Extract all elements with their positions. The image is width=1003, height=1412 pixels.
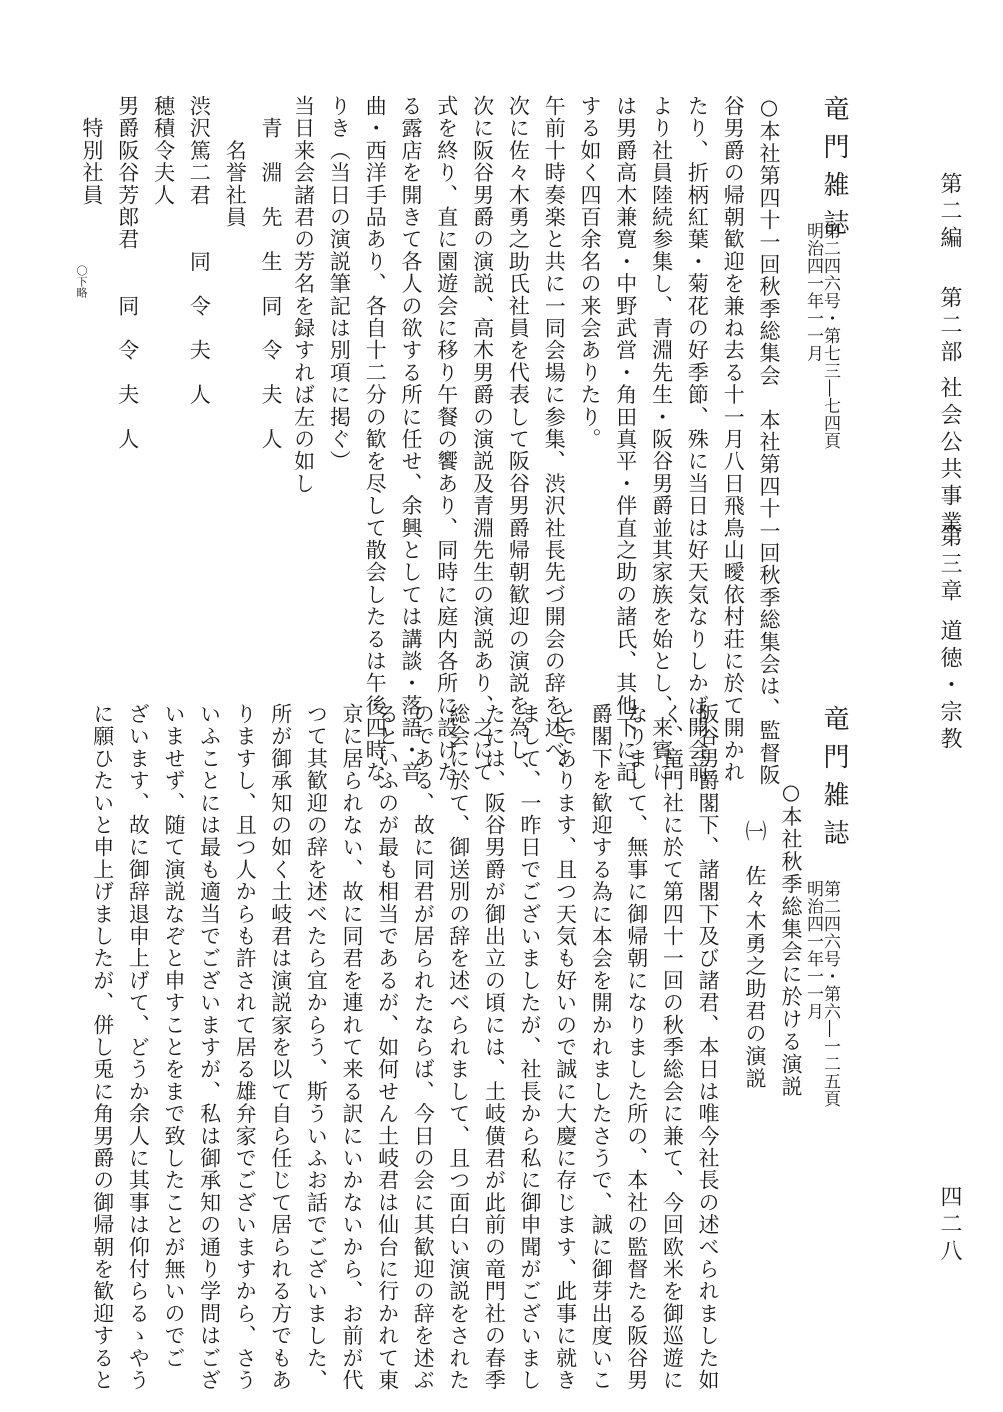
bottom-source-title: 竜門雑誌 (819, 705, 849, 857)
top-ref (804, 222, 838, 450)
page-number: 四二八 (937, 1185, 962, 1266)
text-column: つて其歓迎の辞を述べたら宜からう、斯ういふお話でございました、 (304, 703, 329, 1392)
text-column: いませず、随て演説なぞと申すことをまで致したことが無いのでご (162, 703, 186, 1369)
attendee-line: 男爵阪谷芳郎君 同 令 夫 人 (115, 95, 140, 451)
text-column: 総会に於て、御送別の辞を述べられまして、且つ面白い演説をされた (446, 703, 471, 1392)
bottom-ref (804, 880, 838, 1108)
text-column: とであります、且つ天気も好いので誠に大慶に存じます、此事に就き (553, 703, 578, 1392)
running-head-bu-title: 社会公共事業 (937, 376, 962, 538)
text-column: する如く四百余名の来会ありたり。 (578, 95, 602, 451)
bottom-ref-line1: 第二四六号・第六―一二五頁 (820, 880, 840, 1108)
bottom-ref-line2: 明治四一年一一月 (803, 880, 823, 1020)
text-column: たり、折柄紅葉・菊花の好季節、殊に当日は好天気なりしかば開会前 (685, 95, 710, 784)
text-column: ○本社第四十一回秋季総集会 本社第四十一回秋季総集会は、監督阪 (757, 95, 781, 787)
text-column: 京に居られない、故に同君を連れて来る訳にいかないから、お前が代 (340, 703, 364, 1392)
attendee-line: 穂積令夫人 (151, 95, 176, 206)
text-column: る露店を開きて各人の欲する所に任せ、余興としては講談・落語・音 (399, 95, 423, 784)
text-column: 当日来会諸君の芳名を録すれば左の如し (291, 95, 316, 495)
attendee-line: 青 淵 先 生 同 令 夫 人 (259, 95, 283, 451)
text-column: なりまして、無事に御帰朝になりました所の、本社の監督たる阪谷男 (624, 703, 649, 1392)
bottom-section-title: ○本社秋季総集会に於ける演説 (779, 780, 803, 1098)
top-ref-line2: 明治四一年一一月 (803, 222, 823, 362)
text-column: く、竜門社に於て第四十一回の秋季総会に兼て、今回欧米を御巡遊に (660, 703, 685, 1392)
top-ref-line1: 第二四六号・第七三―七四頁 (820, 222, 840, 450)
text-column: 次に佐々木勇之助氏社員を代表して阪谷男爵帰朝歓迎の演説を為し、 (506, 95, 531, 784)
text-column: 午前十時奏楽と共に一同会場に参集、渋沢社長先づ開会の辞を述べ、 (542, 95, 567, 784)
text-column: りき（当日の演説筆記は別項に掲ぐ） (327, 95, 352, 473)
text-column: たには、阪谷男爵が御出立の頃には、土岐僙君が此前の竜門社の春季 (482, 703, 507, 1392)
text-column: 阪谷男爵閣下、諸閣下及び諸君、本日は唯今社長の述べられました如 (696, 703, 720, 1392)
running-head-bu: 第二部 (937, 286, 962, 367)
text-column: るといふのが最も相当であるが、如何せん土岐君は仙台に行かれて東 (375, 703, 400, 1392)
text-column: ざいます、故に御辞退申上げて、どうか余人に其事は仰付らるゝやう (126, 703, 151, 1392)
omission-note: 〇下略 (75, 265, 88, 298)
text-column: 谷男爵の帰朝歓迎を兼ね去る十一月八日飛鳥山曖依村荘に於て開かれ (721, 95, 746, 784)
text-column: 爵閣下を歓迎する為に本会を開かれましたさうで、誠に御芽出度いこ (589, 703, 614, 1392)
text-column: 次に阪谷男爵の演説、高木男爵の演説及青淵先生の演説あり、之にて (470, 95, 495, 784)
text-column: 式を終り、直に園遊会に移り午餐の饗あり、同時に庭内各所に設けた (434, 95, 459, 784)
running-head-hen: 第二編 (937, 172, 962, 253)
text-column: は男爵高木兼寛・中野武営・角田真平・伴直之助の諸氏、其他下に記 (613, 95, 638, 784)
text-column: 曲・西洋手品あり、各自十二分の歓を尽して散会したるは午後四時な (363, 95, 388, 784)
attendee-line: 特別社員 (80, 95, 104, 206)
attendee-line: 名誉社員 (223, 95, 248, 229)
running-head-sho-title: 道徳・宗教 (937, 619, 962, 754)
text-column: りますし、且つ人からも許されて居る雄弁家でございますから、さう (233, 703, 258, 1392)
text-column: いふことには最も適当でございますが、私は御承知の通り学問はござ (197, 703, 222, 1392)
bottom-subsection-title: ㈠ 佐々木勇之助君の演説 (743, 820, 767, 1090)
text-column: より社員陸続参集し、青淵先生・阪谷男爵並其家族を始とし、来賓に (649, 95, 674, 784)
running-head-sho: 第三章 (937, 525, 962, 606)
text-column: のである、故に同君が居られたならば、今日の会に其歓迎の辞を述ぶ (411, 703, 436, 1392)
top-source-title: 竜門雑誌 (819, 95, 849, 247)
text-column: に願ひたいと申上げましたが、併し兎に角男爵の御帰朝を歓迎すると (90, 703, 115, 1392)
text-column: 所が御承知の如く土岐君は演説家を以て自ら任じて居られる方でもあ (268, 703, 293, 1392)
attendee-line: 渋沢篤二君 同 令 夫 人 (187, 95, 212, 406)
text-column: まして、一昨日でございましたが、社長から私に御申聞がございまし (518, 703, 542, 1392)
